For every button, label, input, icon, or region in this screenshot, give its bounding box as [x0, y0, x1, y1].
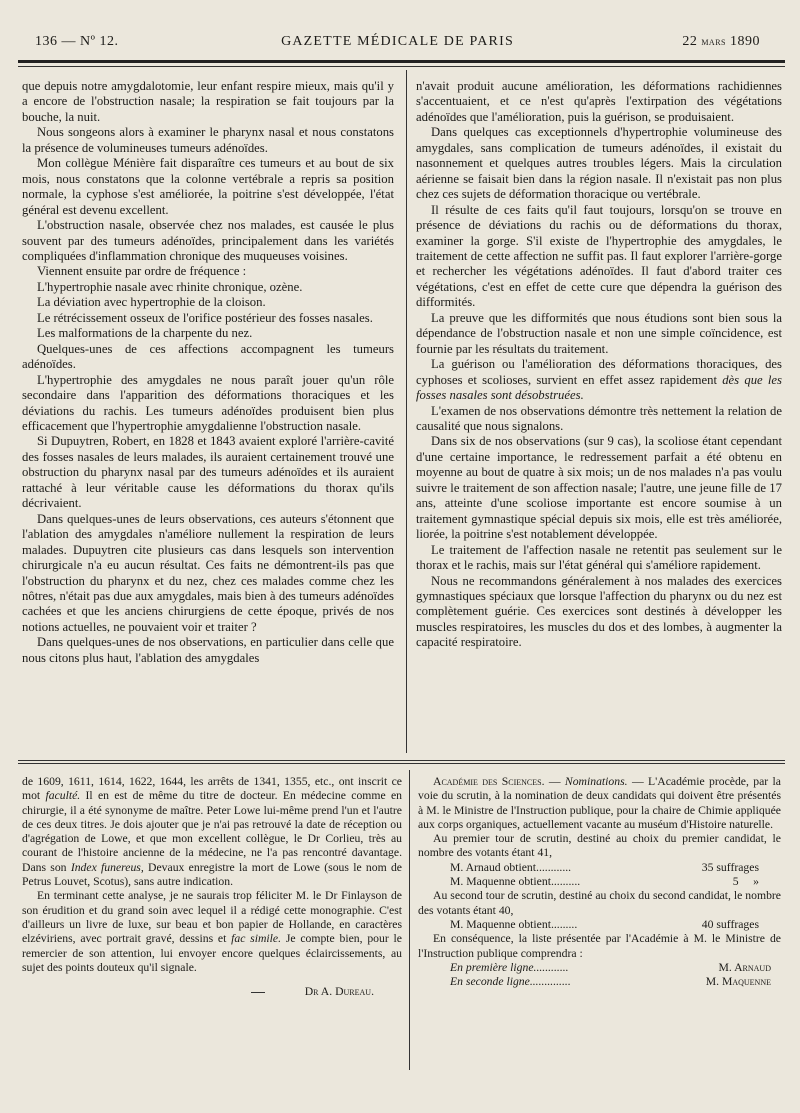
- page-number: 136 — Nº 12.: [35, 34, 119, 49]
- article-column-left: [22, 79, 394, 666]
- header-rule-thin: [18, 66, 785, 67]
- body-paragraph: La guérison ou l'amélioration des déformations thoraciques, des cyphoses et scolioses, survient en effet assez rapidement dès que les fosses nasales sont désobstruées.: [416, 357, 782, 403]
- academy-paragraph-3: Au second tour de scrutin, destiné au choix du second candidat, le nombre des votants étant 40,: [418, 889, 781, 917]
- body-paragraph: La preuve que les difformités que nous étudions sont bien sous la dépendance de l'obstruction nasale et non une simple coïncidence, est fournie par les résultats du traitement.: [416, 310, 782, 356]
- article-column-right: [416, 79, 782, 651]
- body-paragraph: Dans quelques-unes de leurs observations, ces auteurs s'étonnent que l'ablation des amygdales n'améliore nullement la respiration de leurs malades. Dupuytren cite plusieurs cas dans lesquels son intervention chirurgicale n'a eu aucun résultat. Ces faits ne démontrent-ils pas que l'obstruction du pharynx et du nez, chez ces malades comme chez les nôtres, n'était pas due aux amygdales, mais bien à des tumeurs adénoïdes cachées et que les anciens chirurgiens de cette époque, privés de nos notions actuelles, ne pouvaient voir et traiter ?: [22, 511, 394, 634]
- signature-line: [22, 985, 402, 999]
- body-paragraph: Dans quelques cas exceptionnels d'hypertrophie volumineuse des amygdales, sans complication de tumeurs adénoïdes, il existait du nasonnement et quelques autres troubles légers. Mais la circulation aérienne se faisait bien dans la région nasale. Il n'existait pas non plus chez ces sujets de déformation thoracique ou vertébrale.: [416, 125, 782, 202]
- academy-heading: Académie des Sciences.: [433, 775, 545, 788]
- body-paragraph: L'examen de nos observations démontre très nettement la relation de causalité que nous signalons.: [416, 403, 782, 433]
- signature-dash: [251, 992, 265, 993]
- body-paragraph: Dans quelques-unes de nos observations, en particulier dans celle que nous citons plus haut, l'ablation des amygdales: [22, 635, 394, 665]
- body-paragraph: Si Dupuytren, Robert, en 1828 et 1843 avaient exploré l'arrière-cavité des fosses nasales de leurs malades, ils auraient certainement trouvé une obstruction du pharynx nasal par des tumeurs adénoïdes et ils auraient rattaché à leur véritable cause les déformations du thorax qu'ils décrivaient.: [22, 434, 394, 511]
- body-paragraph: L'hypertrophie nasale avec rhinite chronique, ozène.: [37, 279, 303, 294]
- body-paragraph: Quelques-unes de ces affections accompagnent les tumeurs adénoïdes.: [22, 341, 394, 372]
- body-paragraph: La déviation avec hypertrophie de la cloison.: [37, 295, 266, 310]
- column-divider-bottom: [409, 770, 410, 1070]
- body-paragraph: Il résulte de ces faits qu'il faut toujours, lorsqu'on se trouve en présence de déviations du rachis ou de déformations du thorax, examiner la gorge. S'il existe de l'hypertrophie des amygdales, le traitement de cette affection ne suffit pas. Il faut explorer l'arrière-gorge et rechercher les végétations adénoïdes. Il faut d'abord traiter ces végétations, c'est en effet de cette cure que dépendra la guérison des difformités.: [416, 202, 782, 310]
- column-divider-top: [406, 70, 407, 753]
- academy-paragraph-1: Académie des Sciences. — Nominations. — L'Académie procède, par la voie du scrutin, à la nomination de deux candidats qui doivent être présentés à M. le Ministre de l'Instruction publique, pour la chaire de Chimie appliquée aux corps organiques, actuellement vacante au muséum d'Histoire naturelle.: [418, 775, 781, 831]
- body-paragraph: Dans six de nos observations (sur 9 cas), la scoliose étant cependant d'une certaine importance, le redressement parfait a été obtenu en moyenne au bout de quatre à six mois; un de nos malades n'a pas voulu suivre le traitement de son affection nasale; l'autre, une jeune fille de 17 ans, atteinte d'une scoliose importante est encore soumise à un traitement gymnastique spécial depuis six mois, elle est très améliorée, liorée, la poitrine s'est notablement développée.: [416, 434, 782, 542]
- body-paragraph: Le traitement de l'affection nasale ne retentit pas seulement sur le thorax et le rachis, mais sur l'état général qui s'améliore rapidement.: [416, 542, 782, 573]
- vote-row: M. Maquenne obtient......... 40 suffrages: [450, 917, 759, 931]
- academy-column: [418, 775, 781, 989]
- section-rule-2: [18, 763, 785, 764]
- candidate-list: [418, 961, 781, 990]
- journal-title: GAZETTE MÉDICALE DE PARIS: [281, 34, 514, 49]
- body-paragraph: n'avait produit aucune amélioration, les déformations rachidiennes s'accentuaient, et ce n'est qu'après l'extirpation des végétations adénoïdes que l'amélioration, puis la guérison, se produisaient.: [416, 79, 782, 124]
- votes-second-round: [418, 918, 781, 932]
- issue-date: [682, 34, 760, 50]
- date-year: 1890: [730, 34, 760, 49]
- signature: Dr A. Dureau.: [304, 985, 374, 999]
- header-rule-thick: [18, 60, 785, 63]
- body-paragraph: Nous songeons alors à examiner le pharynx nasal et nous constatons la présence de volumineuses tumeurs adénoïdes.: [22, 125, 394, 155]
- body-paragraph: L'obstruction nasale, observée chez nos malades, est causée le plus souvent par des tumeurs adénoïdes, principalement dans les variétés compliquées d'inflammation chronique des muqueuses voisines.: [22, 218, 394, 263]
- vote-row: M. Arnaud obtient............ 35 suffrages: [450, 860, 759, 874]
- body-paragraph: Le rétrécissement osseux de l'orifice postérieur des fosses nasales.: [37, 310, 373, 325]
- date-month: mars: [701, 36, 726, 48]
- body-paragraph: que depuis notre amygdalotomie, leur enfant respire mieux, mais qu'il y a encore de l'obstruction nasale; la respiration se fait toujours par la bouche, la nuit.: [22, 79, 394, 124]
- academy-paragraph-2: Au premier tour de scrutin, destiné au choix du premier candidat, le nombre des votants étant 41,: [418, 832, 781, 860]
- section-rule-1: [18, 760, 785, 761]
- vote-row: M. Maquenne obtient.......... 5 »: [450, 875, 759, 889]
- page-header: [35, 30, 760, 54]
- candidate-row: En première ligne............ M. Arnaud: [450, 960, 771, 974]
- academy-paragraph-4: En conséquence, la liste présentée par l'Académie à M. le Ministre de l'Instruction publique comprendra :: [418, 932, 781, 960]
- votes-first-round: [418, 861, 781, 890]
- review-column: [22, 775, 402, 999]
- body-paragraph: Viennent ensuite par ordre de fréquence :: [37, 264, 247, 279]
- body-paragraph: Les malformations de la charpente du nez.: [37, 326, 253, 341]
- review-paragraph-1: de 1609, 1611, 1614, 1622, 1644, les arrêts de 1341, 1355, etc., ont inscrit ce mot faculté. Il en est de même du titre de docteur. En médecine comme en chirurgie, il a été synonyme de maître. Peter Lowe lui-même prend l'un et l'autre de ces deux titres. Je dois ajouter que je n'ai pas retrouvé la date de réception ou d'agrégation de Lowe, et que mon excellent collègue, le Dr Corlieu, très au courant de l'histoire ancienne de la médecine, ne l'a pas rencontré davantage. Dans son Index funereus, Devaux enregistre la mort de Lowe (sous le nom de Petrus Louvet, Scotus), sans autre indication.: [22, 775, 403, 889]
- body-paragraph: Nous ne recommandons généralement à nos malades des exercices gymnastiques spéciaux que lorsque l'affection du pharynx ou du nez est complètement guérie. Ces exercices sont destinés à développer les muscles respiratoires, les muscles du dos et des lombes, à augmenter la capacité respiratoire.: [416, 573, 782, 650]
- body-paragraph: L'hypertrophie des amygdales ne nous paraît jouer qu'un rôle secondaire dans l'apparition des déformations thoraciques et les déviations du rachis. Les tumeurs adénoïdes produisent bien plus efficacement que l'hypertrophie amygdalienne l'obstruction nasale.: [22, 372, 394, 433]
- review-paragraph-2: En terminant cette analyse, je ne saurais trop féliciter M. le Dr Finlayson de son érudition et du grand soin avec lequel il a rédigé cette monographie. C'est d'ailleurs un livre de luxe, sur beau et bon papier de Hollande, en caractères elzéviriens, avec portrait gravé, dessins et fac simile. Je compte bien, pour le remercier de son attention, lui envoyer encore quelques éclaircissements, au sujet des points douteux qu'il signale.: [22, 889, 402, 974]
- body-paragraph: Mon collègue Ménière fait disparaître ces tumeurs et au bout de six mois, nous constatons que la colonne vertébrale a repris sa position normale, la cyphose s'est améliorée, la poitrine s'est développée, l'état général est devenu excellent.: [22, 156, 394, 217]
- date-day: 22: [682, 34, 698, 49]
- candidate-row: En seconde ligne.............. M. Maquenne: [450, 975, 771, 989]
